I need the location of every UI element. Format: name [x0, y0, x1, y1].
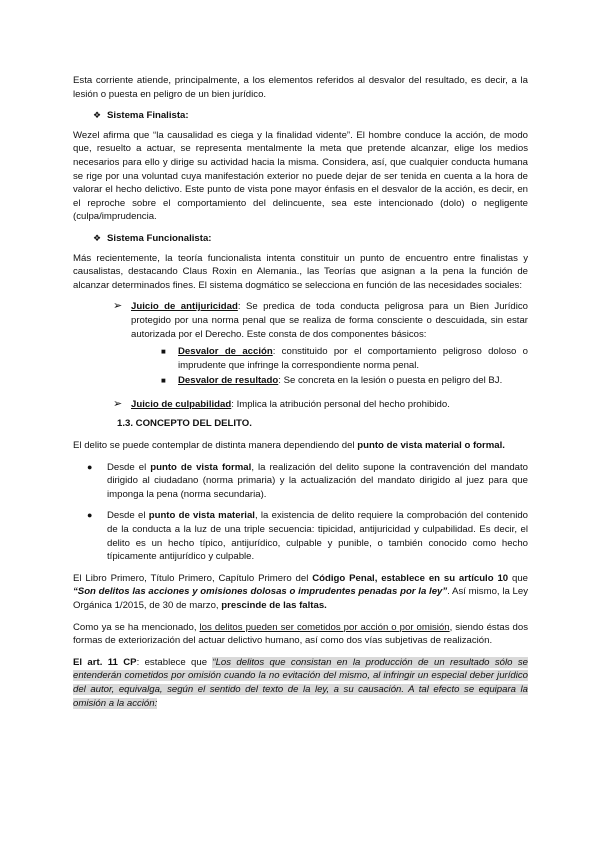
dot-bullet-icon: ●: [87, 461, 93, 472]
list-item-formal: ● Desde el punto de vista formal, la realización del delito supone la contravención del mandato dirigido al ciudadano (norma primaria) y la actualización del mandato dirigido al juez para que imponga la pena (norma secundaria).: [87, 461, 529, 500]
arrow-bullet-icon: ➢: [113, 397, 123, 410]
funcionalista-paragraph: Más recientemente, la teoría funcionalista intenta constituir un punto de encuentro entre finalistas y causalistas, destacando Claus Roxin en Alemania., las Teorías que asignan a la pena la función de alcanzar determinados fines. El sistema dogmático se selecciona en función de las necesidades sociales:: [73, 252, 528, 291]
articulo-10-quote: “Son delitos las acciones y omisiones dolosas o imprudentes penadas por la ley”: [73, 586, 448, 598]
dot-bullet-icon: ●: [87, 510, 93, 521]
formal-bold: punto de vista formal: [150, 461, 252, 473]
section-heading-finalista: [93, 109, 528, 123]
material-bold: punto de vista material: [148, 510, 255, 522]
list-item-desvalor-accion: [161, 345, 528, 372]
codigo-paragraph: El Libro Primero, Título Primero, Capítulo Primero del Código Penal, establece en su artículo 10 que “Son delitos las acciones y omisiones dolosas o imprudentes penadas por la ley”. Así mismo, la Ley Orgánica 1/2015, de 30 de marzo, prescinde de las faltas.: [73, 572, 528, 611]
antijuricidad-label: Juicio de antijuricidad: [131, 301, 238, 313]
finalista-heading: Sistema Finalista:: [107, 110, 189, 122]
section-heading-funcionalista: [93, 232, 528, 246]
list-item-material: ● Desde el punto de vista material, la existencia de delito requiere la comprobación del contenido de la conducta a la luz de una triple secuencia: tipicidad, antijuricidad y culpabilidad. Es decir, el delito es un hecho típico, antijurídico, culpable y punible, o también conocido como hecho típicamente antijurídico y culpable.: [87, 510, 529, 563]
document-body: [73, 74, 528, 718]
antijuricidad-text: : Se predica de toda conducta peligrosa para un Bien Jurídico protegido por una norma penal que se realiza de forma consciente o descuidada, sin estar autorizada por el Derecho. Este consta de dos componentes básicos:: [131, 301, 528, 340]
diamond-bullet-icon: ❖: [93, 110, 102, 121]
concepto-intro: El delito se puede contemplar de distinta manera dependiendo del punto de vista material o formal.: [73, 440, 505, 452]
culpabilidad-text: : Implica la atribución personal del hecho prohibido.: [231, 398, 450, 410]
list-item-antijuricidad: [113, 300, 528, 341]
desvalor-resultado-text: : Se concreta en la lesión o puesta en peligro del BJ.: [278, 375, 503, 387]
diamond-bullet-icon: ❖: [93, 232, 102, 243]
square-bullet-icon: ■: [161, 347, 166, 357]
omision-paragraph: Como ya se ha mencionado, los delitos pueden ser cometidos por acción o por omisión, siendo éstas dos formas de exteriorización del actuar delictivo humano, así como dos vías subjetivas de realización.: [73, 621, 528, 647]
omision-underlined: los delitos pueden ser cometidos por acción o por omisión: [199, 621, 450, 633]
list-item-desvalor-resultado: [161, 374, 528, 388]
finalista-paragraph: Wezel afirma que “la causalidad es ciega y la finalidad vidente”. El hombre conduce la acción, de modo que, resuelto a actuar, se representa mentalmente la meta que pretende alcanzar, elige los medios necesarios para ello y dirige su actividad hacia la misma. Considera, así, que cualquier conducta humana se rige por una voluntad cuya manifestación exterior no puede dejar de ser tenida en cuenta a la hora de valorar el hecho delictivo. Este punto de vista pone mayor énfasis en el desvalor de la acción, es decir, en el reproche sobre el comportamiento del delincuente, sea este intencionado (dolo) o negligente (culpa/imprudencia.: [73, 129, 528, 223]
intro-paragraph: Esta corriente atiende, principalmente, a los elementos referidos al desvalor del resultado, es decir, a la lesión o puesta en peligro de un bien jurídico.: [73, 75, 528, 100]
concepto-intro-bold: punto de vista material o formal.: [357, 440, 505, 452]
art11-quote-highlight: “Los delitos que consistan en la producción de un resultado sólo se entenderán cometidos por omisión cuando la no evitación del mismo, al infringir un especial deber jurídico del autor, equivalga, según el sentido del texto de la ley, a su causación. A tal efecto se equipara la omisión a la acción:: [73, 656, 528, 709]
art11-label: El art. 11 CP: [73, 656, 137, 668]
list-item-culpabilidad: [113, 398, 528, 412]
arrow-bullet-icon: ➢: [113, 300, 123, 313]
funcionalista-heading: Sistema Funcionalista:: [107, 232, 212, 244]
desvalor-accion-text: : constituido por el comportamiento peligroso doloso o imprudente que infringe la correspondiente norma penal.: [178, 346, 528, 371]
art11-paragraph: El art. 11 CP: establece que “Los delitos que consistan en la producción de un resultado sólo se entenderán cometidos por omisión cuando la no evitación del mismo, al infringir un especial deber jurídico del autor, equivalga, según el sentido del texto de la ley, a su causación. A tal efecto se equipara la omisión a la acción:: [73, 656, 528, 709]
concepto-heading: 1.3. CONCEPTO DEL DELITO.: [117, 418, 252, 430]
culpabilidad-label: Juicio de culpabilidad: [131, 398, 232, 410]
desvalor-resultado-label: Desvalor de resultado: [178, 375, 279, 387]
desvalor-accion-label: Desvalor de acción: [178, 346, 273, 358]
square-bullet-icon: ■: [161, 376, 166, 386]
